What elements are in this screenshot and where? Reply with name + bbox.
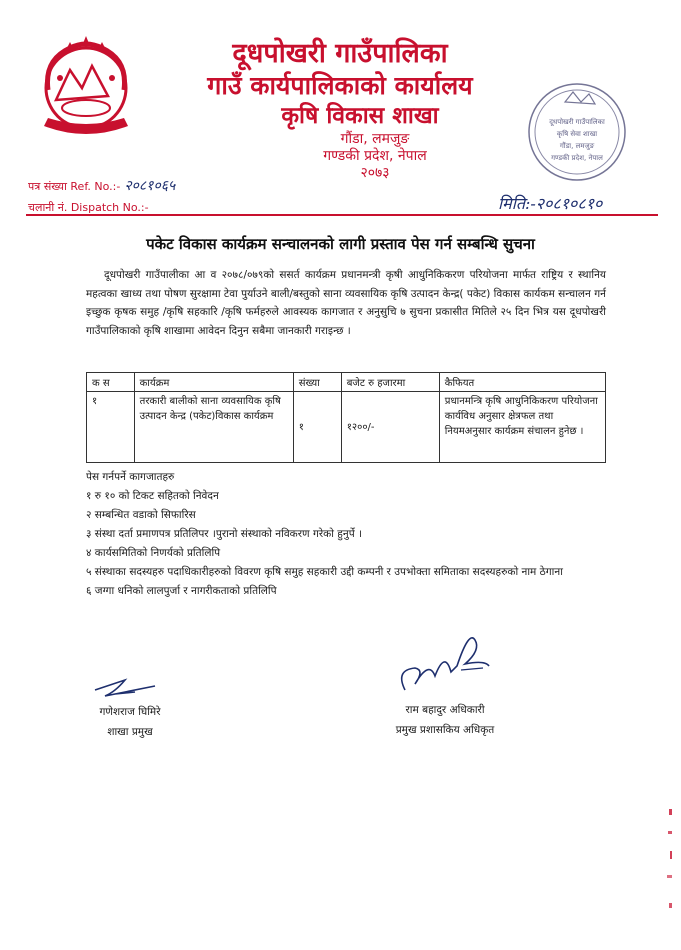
notice-title: पकेट विकास कार्यक्रम सन्चालनको लागी प्रस्ताव पेस गर्न सम्बन्धि सुचना xyxy=(146,235,535,253)
col-remarks: कैफियत xyxy=(439,373,605,392)
signatory-admin-officer xyxy=(370,620,520,740)
table-header-row xyxy=(87,373,606,392)
letterhead xyxy=(130,38,550,182)
dispatch-label: चलानी नं. Dispatch No.:- xyxy=(28,201,149,214)
office-seal-icon xyxy=(525,80,630,185)
list-item: ५ संस्थाका सदस्यहरु पदाधिकारीहरुको विवरण कृषि समुह सहकारी उद्दी कम्पनी र उपभोक्ता समिताका सदस्यहरुको नाम ठेगाना xyxy=(86,566,563,578)
signatory-name: गणेशराज घिमिरे xyxy=(99,706,161,718)
list-item: १ रु १० को टिकट सहितको निवेदन xyxy=(86,490,219,502)
notice-body xyxy=(86,266,606,340)
program-table xyxy=(86,372,606,463)
established-year: २०७३ xyxy=(360,165,390,181)
ref-number: २०८१०६५ xyxy=(124,178,176,194)
address-line-1: गौंडा, लमजुङ xyxy=(340,131,410,147)
cell-budget: १२००/- xyxy=(341,392,439,463)
ink-specks-icon xyxy=(663,805,677,925)
cell-program: तरकारी बालीको साना व्यवसायिक कृषि उत्पादन केन्द्र (पकेट)विकास कार्यक्रम xyxy=(134,392,293,463)
notice-body-text: दूधपोखरी गाउँपालीका आ व २०७८/०७९को ससर्त कार्यक्रम प्रधानमन्त्री कृषी आधुनिकिकरण परियोजना मार्फत राष्ट्रिय र स्थानिय महत्वका खाध्य तथा पोषण सुरक्षामा टेवा पुर्याउने बाली/बस्तुको साना व्यवसायिक कृषि उत्पादन केन्द्र( पकेट) विकास कार्यकम सन्चालन गर्न इच्छुक कृषक समुह /कृषि सहकारि /कृषि फर्महरुले आवस्यक कागजात र अनुसुचि ७ सुचना प्रकासीत मितिले २५ दिन भित्र यस दूधपोखरी गाउँपालिकाको कृषि शाखामा आवेदन दिनुन सबैमा जानकारी गराइन्छ । xyxy=(86,269,606,337)
cell-remarks: प्रधानमन्त्रि कृषि आधुनिकिकरण परियोजना कार्यविध अनुसार क्षेत्रफल तथा नियमअनुसार कार्यक्रम संचालन हुनेछ । xyxy=(439,392,605,463)
reference-line xyxy=(28,176,175,195)
branch-name: कृषि विकास शाखा xyxy=(281,103,439,129)
ref-label: पत्र संख्या Ref. No.:- xyxy=(28,180,121,193)
signatory-role: शाखा प्रमुख xyxy=(107,726,153,738)
signature-left-icon xyxy=(85,672,175,702)
seal-text-2: कृषि सेवा शाखा xyxy=(556,130,598,138)
signatory-branch-chief xyxy=(70,672,190,742)
header-divider xyxy=(26,214,658,216)
documents-heading: पेस गर्नपर्ने कागजातहरु xyxy=(86,471,175,483)
office-name: गाउँ कार्यपालिकाको कार्यालय xyxy=(207,71,473,100)
list-item: ३ संस्था दर्ता प्रमाणपत्र प्रतिलिपर ।पुरानो संस्थाको नविकरण गरेको हुनुर्पे । xyxy=(86,528,362,540)
seal-text-4: गण्डकी प्रदेश, नेपाल xyxy=(551,154,603,162)
signature-right-icon xyxy=(385,620,505,700)
table-row xyxy=(87,392,606,463)
cell-count: १ xyxy=(293,392,341,463)
required-documents xyxy=(86,468,626,601)
letter-date: मिति:-२०८१०८१० xyxy=(498,194,603,213)
seal-text-1: दूधपोखरी गाउँपालिका xyxy=(549,118,605,126)
signatory-role: प्रमुख प्रशासकिय अधिकृत xyxy=(395,724,495,736)
seal-text-3: गौंडा, लमजुङ xyxy=(559,142,595,150)
col-budget: बजेट रु हजारमा xyxy=(341,373,439,392)
signatory-name: राम बहादुर अधिकारी xyxy=(405,704,485,716)
col-sn: क स xyxy=(87,373,135,392)
municipality-name: दूधपोखरी गाउँपालिका xyxy=(232,38,448,69)
cell-sn: १ xyxy=(87,392,135,463)
col-program: कार्यक्रम xyxy=(134,373,293,392)
nepal-emblem-icon xyxy=(30,30,142,142)
list-item: २ सम्बन्धित वडाको सिफारिस xyxy=(86,509,196,521)
list-item: ६ जग्गा धनिको लालपुर्जा र नागरीकताको प्रतिलिपि xyxy=(86,585,277,597)
col-count: संख्या xyxy=(293,373,341,392)
address-line-2: गण्डकी प्रदेश, नेपाल xyxy=(323,148,427,164)
list-item: ४ कार्यसमितिको निणर्यको प्रतिलिपि xyxy=(86,547,221,559)
